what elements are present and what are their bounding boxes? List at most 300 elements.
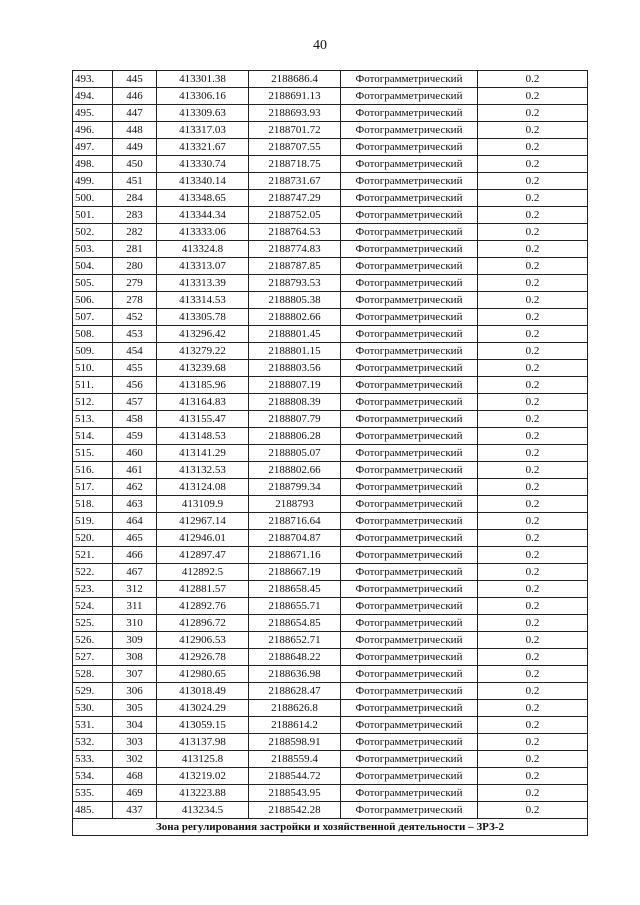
error-cell: 0.2 (478, 326, 588, 343)
error-cell: 0.2 (478, 530, 588, 547)
method-cell: Фотограмметрический (341, 632, 478, 649)
y-coordinate-cell: 2188614.2 (249, 717, 341, 734)
row-number-cell: 503. (73, 241, 113, 258)
row-number-cell: 523. (73, 581, 113, 598)
y-coordinate-cell: 2188654.85 (249, 615, 341, 632)
error-cell: 0.2 (478, 88, 588, 105)
coordinates-table-body (73, 71, 588, 819)
y-coordinate-cell: 2188807.19 (249, 377, 341, 394)
row-number-cell: 532. (73, 734, 113, 751)
error-cell: 0.2 (478, 683, 588, 700)
y-coordinate-cell: 2188667.19 (249, 564, 341, 581)
y-coordinate-cell: 2188787.85 (249, 258, 341, 275)
x-coordinate-cell: 413148.53 (157, 428, 249, 445)
table-row (73, 717, 588, 734)
page-number: 40 (313, 38, 327, 53)
error-cell: 0.2 (478, 377, 588, 394)
y-coordinate-cell: 2188598.91 (249, 734, 341, 751)
zone-heading-row (73, 819, 588, 836)
method-cell: Фотограмметрический (341, 309, 478, 326)
error-cell: 0.2 (478, 139, 588, 156)
point-number-cell: 448 (113, 122, 157, 139)
error-cell: 0.2 (478, 241, 588, 258)
point-number-cell: 303 (113, 734, 157, 751)
row-number-cell: 507. (73, 309, 113, 326)
row-number-cell: 529. (73, 683, 113, 700)
method-cell: Фотограмметрический (341, 377, 478, 394)
row-number-cell: 518. (73, 496, 113, 513)
method-cell: Фотограмметрический (341, 445, 478, 462)
method-cell: Фотограмметрический (341, 598, 478, 615)
table-row (73, 292, 588, 309)
x-coordinate-cell: 413185.96 (157, 377, 249, 394)
error-cell: 0.2 (478, 768, 588, 785)
point-number-cell: 445 (113, 71, 157, 88)
y-coordinate-cell: 2188704.87 (249, 530, 341, 547)
method-cell: Фотограмметрический (341, 547, 478, 564)
y-coordinate-cell: 2188658.45 (249, 581, 341, 598)
error-cell: 0.2 (478, 547, 588, 564)
y-coordinate-cell: 2188774.83 (249, 241, 341, 258)
row-number-cell: 535. (73, 785, 113, 802)
y-coordinate-cell: 2188671.16 (249, 547, 341, 564)
point-number-cell: 282 (113, 224, 157, 241)
y-coordinate-cell: 2188803.56 (249, 360, 341, 377)
x-coordinate-cell: 412892.76 (157, 598, 249, 615)
table-row (73, 479, 588, 496)
method-cell: Фотограмметрический (341, 428, 478, 445)
y-coordinate-cell: 2188801.15 (249, 343, 341, 360)
x-coordinate-cell: 413296.42 (157, 326, 249, 343)
row-number-cell: 516. (73, 462, 113, 479)
error-cell: 0.2 (478, 122, 588, 139)
point-number-cell: 279 (113, 275, 157, 292)
error-cell: 0.2 (478, 156, 588, 173)
x-coordinate-cell: 413141.29 (157, 445, 249, 462)
x-coordinate-cell: 413223.88 (157, 785, 249, 802)
y-coordinate-cell: 2188731.67 (249, 173, 341, 190)
method-cell: Фотограмметрический (341, 122, 478, 139)
x-coordinate-cell: 413234.5 (157, 802, 249, 819)
y-coordinate-cell: 2188648.22 (249, 649, 341, 666)
row-number-cell: 510. (73, 360, 113, 377)
x-coordinate-cell: 413239.68 (157, 360, 249, 377)
row-number-cell: 530. (73, 700, 113, 717)
table-row (73, 785, 588, 802)
point-number-cell: 281 (113, 241, 157, 258)
y-coordinate-cell: 2188799.34 (249, 479, 341, 496)
point-number-cell: 311 (113, 598, 157, 615)
point-number-cell: 278 (113, 292, 157, 309)
table-row (73, 122, 588, 139)
x-coordinate-cell: 413279.22 (157, 343, 249, 360)
point-number-cell: 308 (113, 649, 157, 666)
y-coordinate-cell: 2188805.07 (249, 445, 341, 462)
y-coordinate-cell: 2188693.93 (249, 105, 341, 122)
error-cell: 0.2 (478, 71, 588, 88)
method-cell: Фотограмметрический (341, 411, 478, 428)
y-coordinate-cell: 2188793 (249, 496, 341, 513)
row-number-cell: 494. (73, 88, 113, 105)
row-number-cell: 504. (73, 258, 113, 275)
method-cell: Фотограмметрический (341, 224, 478, 241)
error-cell: 0.2 (478, 513, 588, 530)
point-number-cell: 306 (113, 683, 157, 700)
point-number-cell: 451 (113, 173, 157, 190)
method-cell: Фотограмметрический (341, 343, 478, 360)
table-row (73, 666, 588, 683)
method-cell: Фотограмметрический (341, 564, 478, 581)
row-number-cell: 496. (73, 122, 113, 139)
x-coordinate-cell: 413137.98 (157, 734, 249, 751)
error-cell: 0.2 (478, 394, 588, 411)
table-row (73, 207, 588, 224)
x-coordinate-cell: 412980.65 (157, 666, 249, 683)
table-row (73, 530, 588, 547)
table-row (73, 105, 588, 122)
error-cell: 0.2 (478, 258, 588, 275)
row-number-cell: 517. (73, 479, 113, 496)
x-coordinate-cell: 413024.29 (157, 700, 249, 717)
point-number-cell: 304 (113, 717, 157, 734)
row-number-cell: 513. (73, 411, 113, 428)
x-coordinate-cell: 412897.47 (157, 547, 249, 564)
method-cell: Фотограмметрический (341, 581, 478, 598)
y-coordinate-cell: 2188808.39 (249, 394, 341, 411)
point-number-cell: 469 (113, 785, 157, 802)
x-coordinate-cell: 413306.16 (157, 88, 249, 105)
row-number-cell: 512. (73, 394, 113, 411)
table-row (73, 71, 588, 88)
table-row (73, 360, 588, 377)
table-row (73, 462, 588, 479)
table-row (73, 496, 588, 513)
point-number-cell: 305 (113, 700, 157, 717)
row-number-cell: 534. (73, 768, 113, 785)
x-coordinate-cell: 413348.65 (157, 190, 249, 207)
x-coordinate-cell: 412896.72 (157, 615, 249, 632)
method-cell: Фотограмметрический (341, 683, 478, 700)
point-number-cell: 465 (113, 530, 157, 547)
error-cell: 0.2 (478, 751, 588, 768)
table-row (73, 139, 588, 156)
method-cell: Фотограмметрический (341, 666, 478, 683)
y-coordinate-cell: 2188686.4 (249, 71, 341, 88)
method-cell: Фотограмметрический (341, 513, 478, 530)
y-coordinate-cell: 2188716.64 (249, 513, 341, 530)
row-number-cell: 524. (73, 598, 113, 615)
x-coordinate-cell: 413314.53 (157, 292, 249, 309)
table-row (73, 173, 588, 190)
y-coordinate-cell: 2188542.28 (249, 802, 341, 819)
point-number-cell: 458 (113, 411, 157, 428)
error-cell: 0.2 (478, 581, 588, 598)
y-coordinate-cell: 2188701.72 (249, 122, 341, 139)
point-number-cell: 280 (113, 258, 157, 275)
x-coordinate-cell: 413340.14 (157, 173, 249, 190)
point-number-cell: 307 (113, 666, 157, 683)
error-cell: 0.2 (478, 734, 588, 751)
point-number-cell: 460 (113, 445, 157, 462)
y-coordinate-cell: 2188544.72 (249, 768, 341, 785)
x-coordinate-cell: 413321.67 (157, 139, 249, 156)
point-number-cell: 450 (113, 156, 157, 173)
row-number-cell: 526. (73, 632, 113, 649)
y-coordinate-cell: 2188707.55 (249, 139, 341, 156)
x-coordinate-cell: 413018.49 (157, 683, 249, 700)
point-number-cell: 446 (113, 88, 157, 105)
x-coordinate-cell: 413317.03 (157, 122, 249, 139)
point-number-cell: 456 (113, 377, 157, 394)
error-cell: 0.2 (478, 343, 588, 360)
method-cell: Фотограмметрический (341, 275, 478, 292)
point-number-cell: 461 (113, 462, 157, 479)
x-coordinate-cell: 413305.78 (157, 309, 249, 326)
point-number-cell: 455 (113, 360, 157, 377)
method-cell: Фотограмметрический (341, 802, 478, 819)
row-number-cell: 498. (73, 156, 113, 173)
y-coordinate-cell: 2188691.13 (249, 88, 341, 105)
error-cell: 0.2 (478, 598, 588, 615)
method-cell: Фотограмметрический (341, 700, 478, 717)
y-coordinate-cell: 2188559.4 (249, 751, 341, 768)
point-number-cell: 457 (113, 394, 157, 411)
method-cell: Фотограмметрический (341, 768, 478, 785)
table-row (73, 326, 588, 343)
row-number-cell: 514. (73, 428, 113, 445)
row-number-cell: 511. (73, 377, 113, 394)
error-cell: 0.2 (478, 428, 588, 445)
x-coordinate-cell: 413309.63 (157, 105, 249, 122)
y-coordinate-cell: 2188764.53 (249, 224, 341, 241)
method-cell: Фотограмметрический (341, 241, 478, 258)
x-coordinate-cell: 413155.47 (157, 411, 249, 428)
table-row (73, 547, 588, 564)
x-coordinate-cell: 412892.5 (157, 564, 249, 581)
method-cell: Фотограмметрический (341, 139, 478, 156)
y-coordinate-cell: 2188543.95 (249, 785, 341, 802)
table-row (73, 802, 588, 819)
point-number-cell: 453 (113, 326, 157, 343)
x-coordinate-cell: 413109.9 (157, 496, 249, 513)
table-row (73, 700, 588, 717)
y-coordinate-cell: 2188718.75 (249, 156, 341, 173)
table-row (73, 564, 588, 581)
table-row (73, 428, 588, 445)
row-number-cell: 528. (73, 666, 113, 683)
x-coordinate-cell: 412926.78 (157, 649, 249, 666)
method-cell: Фотограмметрический (341, 88, 478, 105)
point-number-cell: 459 (113, 428, 157, 445)
method-cell: Фотограмметрический (341, 360, 478, 377)
y-coordinate-cell: 2188806.28 (249, 428, 341, 445)
table-row (73, 598, 588, 615)
table-row (73, 768, 588, 785)
table-row (73, 445, 588, 462)
point-number-cell: 462 (113, 479, 157, 496)
x-coordinate-cell: 412967.14 (157, 513, 249, 530)
point-number-cell: 468 (113, 768, 157, 785)
error-cell: 0.2 (478, 462, 588, 479)
method-cell: Фотограмметрический (341, 105, 478, 122)
x-coordinate-cell: 412906.53 (157, 632, 249, 649)
row-number-cell: 515. (73, 445, 113, 462)
y-coordinate-cell: 2188752.05 (249, 207, 341, 224)
method-cell: Фотограмметрический (341, 394, 478, 411)
method-cell: Фотограмметрический (341, 649, 478, 666)
method-cell: Фотограмметрический (341, 71, 478, 88)
row-number-cell: 493. (73, 71, 113, 88)
y-coordinate-cell: 2188636.98 (249, 666, 341, 683)
row-number-cell: 502. (73, 224, 113, 241)
error-cell: 0.2 (478, 105, 588, 122)
row-number-cell: 495. (73, 105, 113, 122)
error-cell: 0.2 (478, 309, 588, 326)
row-number-cell: 499. (73, 173, 113, 190)
point-number-cell: 452 (113, 309, 157, 326)
y-coordinate-cell: 2188655.71 (249, 598, 341, 615)
method-cell: Фотограмметрический (341, 173, 478, 190)
error-cell: 0.2 (478, 445, 588, 462)
row-number-cell: 527. (73, 649, 113, 666)
x-coordinate-cell: 413313.07 (157, 258, 249, 275)
error-cell: 0.2 (478, 207, 588, 224)
error-cell: 0.2 (478, 649, 588, 666)
error-cell: 0.2 (478, 411, 588, 428)
row-number-cell: 525. (73, 615, 113, 632)
table-row (73, 734, 588, 751)
error-cell: 0.2 (478, 802, 588, 819)
point-number-cell: 464 (113, 513, 157, 530)
y-coordinate-cell: 2188747.29 (249, 190, 341, 207)
method-cell: Фотограмметрический (341, 462, 478, 479)
x-coordinate-cell: 413125.8 (157, 751, 249, 768)
point-number-cell: 454 (113, 343, 157, 360)
row-number-cell: 500. (73, 190, 113, 207)
y-coordinate-cell: 2188802.66 (249, 309, 341, 326)
method-cell: Фотограмметрический (341, 734, 478, 751)
error-cell: 0.2 (478, 292, 588, 309)
method-cell: Фотограмметрический (341, 292, 478, 309)
x-coordinate-cell: 412946.01 (157, 530, 249, 547)
method-cell: Фотограмметрический (341, 717, 478, 734)
method-cell: Фотограмметрический (341, 258, 478, 275)
point-number-cell: 437 (113, 802, 157, 819)
method-cell: Фотограмметрический (341, 615, 478, 632)
x-coordinate-cell: 413124.08 (157, 479, 249, 496)
method-cell: Фотограмметрический (341, 530, 478, 547)
point-number-cell: 466 (113, 547, 157, 564)
x-coordinate-cell: 413132.53 (157, 462, 249, 479)
table-row (73, 275, 588, 292)
table-row (73, 394, 588, 411)
table-row (73, 88, 588, 105)
coordinates-table (72, 70, 588, 836)
x-coordinate-cell: 413059.15 (157, 717, 249, 734)
table-row (73, 751, 588, 768)
row-number-cell: 506. (73, 292, 113, 309)
table-row (73, 377, 588, 394)
row-number-cell: 520. (73, 530, 113, 547)
error-cell: 0.2 (478, 479, 588, 496)
row-number-cell: 521. (73, 547, 113, 564)
row-number-cell: 501. (73, 207, 113, 224)
method-cell: Фотограмметрический (341, 479, 478, 496)
error-cell: 0.2 (478, 632, 588, 649)
x-coordinate-cell: 413344.34 (157, 207, 249, 224)
point-number-cell: 309 (113, 632, 157, 649)
x-coordinate-cell: 412881.57 (157, 581, 249, 598)
table-row (73, 411, 588, 428)
method-cell: Фотограмметрический (341, 751, 478, 768)
x-coordinate-cell: 413164.83 (157, 394, 249, 411)
table-row (73, 513, 588, 530)
zone-heading: Зона регулирования застройки и хозяйственной деятельности – ЗРЗ-2 (73, 819, 588, 836)
table-row (73, 156, 588, 173)
point-number-cell: 467 (113, 564, 157, 581)
row-number-cell: 485. (73, 802, 113, 819)
table-row (73, 258, 588, 275)
point-number-cell: 283 (113, 207, 157, 224)
y-coordinate-cell: 2188626.8 (249, 700, 341, 717)
y-coordinate-cell: 2188793.53 (249, 275, 341, 292)
error-cell: 0.2 (478, 615, 588, 632)
table-row (73, 343, 588, 360)
table-row (73, 224, 588, 241)
method-cell: Фотограмметрический (341, 156, 478, 173)
error-cell: 0.2 (478, 496, 588, 513)
x-coordinate-cell: 413324.8 (157, 241, 249, 258)
table-row (73, 190, 588, 207)
method-cell: Фотограмметрический (341, 326, 478, 343)
x-coordinate-cell: 413333.06 (157, 224, 249, 241)
error-cell: 0.2 (478, 700, 588, 717)
point-number-cell: 447 (113, 105, 157, 122)
row-number-cell: 519. (73, 513, 113, 530)
error-cell: 0.2 (478, 190, 588, 207)
y-coordinate-cell: 2188805.38 (249, 292, 341, 309)
row-number-cell: 522. (73, 564, 113, 581)
table-row (73, 309, 588, 326)
method-cell: Фотограмметрический (341, 207, 478, 224)
row-number-cell: 505. (73, 275, 113, 292)
row-number-cell: 533. (73, 751, 113, 768)
table-row (73, 632, 588, 649)
error-cell: 0.2 (478, 360, 588, 377)
error-cell: 0.2 (478, 224, 588, 241)
point-number-cell: 310 (113, 615, 157, 632)
method-cell: Фотограмметрический (341, 190, 478, 207)
method-cell: Фотограмметрический (341, 785, 478, 802)
point-number-cell: 302 (113, 751, 157, 768)
table-row (73, 649, 588, 666)
error-cell: 0.2 (478, 275, 588, 292)
x-coordinate-cell: 413301.38 (157, 71, 249, 88)
error-cell: 0.2 (478, 564, 588, 581)
x-coordinate-cell: 413330.74 (157, 156, 249, 173)
point-number-cell: 463 (113, 496, 157, 513)
method-cell: Фотограмметрический (341, 496, 478, 513)
y-coordinate-cell: 2188801.45 (249, 326, 341, 343)
row-number-cell: 509. (73, 343, 113, 360)
error-cell: 0.2 (478, 785, 588, 802)
x-coordinate-cell: 413313.39 (157, 275, 249, 292)
y-coordinate-cell: 2188807.79 (249, 411, 341, 428)
table-row (73, 683, 588, 700)
table-row (73, 241, 588, 258)
y-coordinate-cell: 2188802.66 (249, 462, 341, 479)
error-cell: 0.2 (478, 717, 588, 734)
